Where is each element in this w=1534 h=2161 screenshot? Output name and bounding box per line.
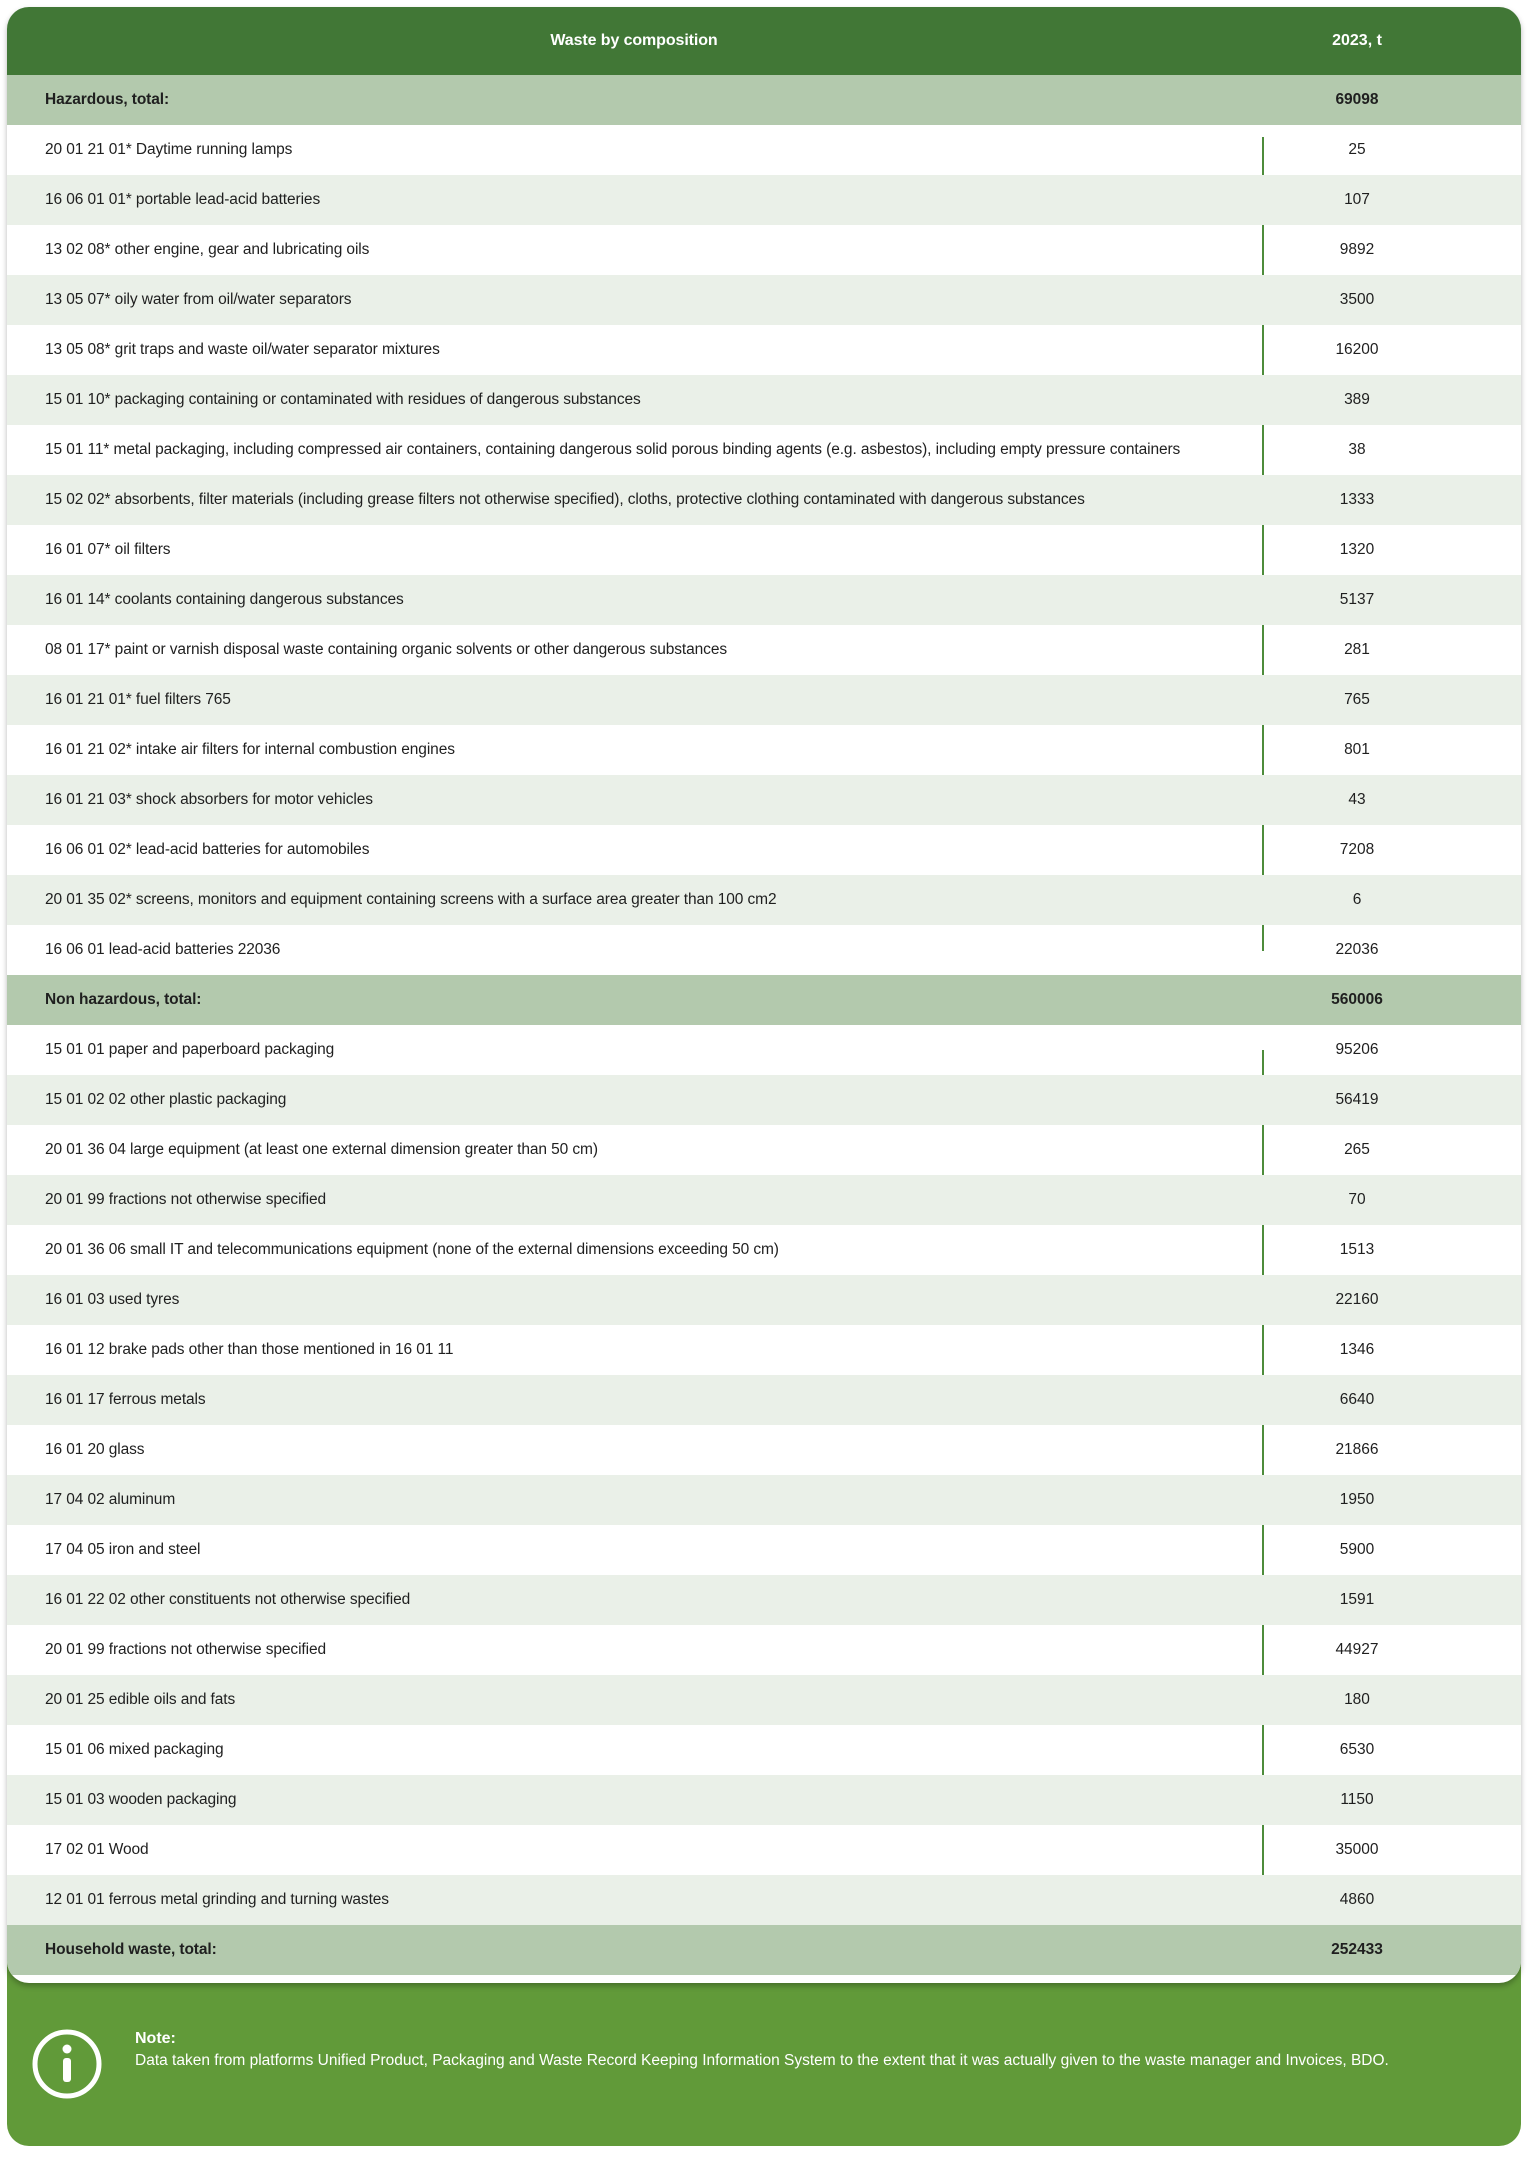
row-value: 765 [1344, 691, 1370, 708]
table-row [7, 575, 1521, 625]
row-value: 6530 [1339, 1741, 1375, 1758]
row-label: 16 01 03 used tyres [45, 1291, 180, 1308]
row-label: 16 01 20 glass [45, 1441, 145, 1458]
hazardous-items [7, 125, 1521, 975]
header-label: Waste by composition [550, 32, 718, 49]
row-value: 22036 [1335, 941, 1379, 958]
row-label: 12 01 01 ferrous metal grinding and turning wastes [45, 1891, 389, 1908]
row-label: 13 02 08* other engine, gear and lubricating oils [45, 241, 370, 258]
table-row [7, 1725, 1521, 1775]
row-label: 17 02 01 Wood [45, 1841, 149, 1858]
row-value: 107 [1344, 191, 1370, 208]
row-label: 20 01 99 fractions not otherwise specified [45, 1191, 326, 1208]
row-value: 1513 [1339, 1241, 1375, 1258]
non-hazardous-items [7, 1025, 1521, 1925]
table-row [7, 1325, 1521, 1375]
table-row [7, 475, 1521, 525]
row-value: 1346 [1339, 1341, 1375, 1358]
row-value: 5137 [1339, 591, 1375, 608]
row-value: 1150 [1340, 1791, 1374, 1808]
table-row [7, 275, 1521, 325]
table-row [7, 125, 1521, 175]
row-value: 1950 [1339, 1491, 1375, 1508]
row-label: 16 06 01 02* lead-acid batteries for automobiles [45, 841, 370, 858]
row-label: 16 01 22 02 other constituents not otherwise specified [45, 1591, 411, 1608]
table-row [7, 1875, 1521, 1925]
table-header [7, 7, 1521, 75]
row-value: 7208 [1339, 841, 1375, 858]
row-label: 15 01 01 paper and paperboard packaging [45, 1041, 335, 1058]
table-row [7, 1175, 1521, 1225]
row-value: 56419 [1335, 1091, 1379, 1108]
table-row [7, 425, 1521, 475]
header-value-label: 2023, t [1332, 32, 1382, 49]
row-label: 16 01 07* oil filters [45, 541, 171, 558]
table-row [7, 875, 1521, 925]
household-total-row [7, 1925, 1521, 1975]
table-row [7, 1525, 1521, 1575]
row-label: 20 01 25 edible oils and fats [45, 1691, 236, 1708]
row-value: 9892 [1339, 241, 1375, 258]
table-row [7, 325, 1521, 375]
table-row [7, 1125, 1521, 1175]
row-label: 16 06 01 lead-acid batteries 22036 [45, 941, 281, 958]
row-label: 16 01 14* coolants containing dangerous substances [45, 591, 404, 608]
row-label: 20 01 21 01* Daytime running lamps [45, 141, 293, 158]
row-label: 20 01 36 04 large equipment (at least one external dimension greater than 50 cm) [45, 1141, 598, 1158]
row-value: 1333 [1339, 491, 1375, 508]
table-row [7, 1225, 1521, 1275]
row-label: 20 01 35 02* screens, monitors and equipment containing screens with a surface area greater than 100 cm2 [45, 891, 777, 908]
table-row [7, 625, 1521, 675]
table-row [7, 1425, 1521, 1475]
non-hazardous-total-value: 560006 [1331, 991, 1383, 1008]
household-total-label: Household waste, total: [45, 1941, 217, 1958]
row-label: 15 01 11* metal packaging, including compressed air containers, containing dangerous solid porous binding agents (e.g. asbestos), including empty pressure containers [45, 441, 1181, 458]
non-hazardous-total-label: Non hazardous, total: [45, 991, 202, 1008]
waste-table [7, 7, 1521, 1983]
table-row [7, 725, 1521, 775]
row-value: 180 [1344, 1691, 1370, 1708]
table-row [7, 1025, 1521, 1075]
row-value: 35000 [1335, 1841, 1379, 1858]
table-row [7, 1675, 1521, 1725]
row-label: 20 01 36 06 small IT and telecommunications equipment (none of the external dimensions exceeding 50 cm) [45, 1241, 779, 1258]
row-value: 25 [1348, 141, 1366, 158]
row-value: 43 [1348, 791, 1366, 808]
row-value: 1320 [1339, 541, 1375, 558]
table-row [7, 1775, 1521, 1825]
hazardous-total-row [7, 75, 1521, 125]
table-row [7, 1625, 1521, 1675]
row-label: 16 01 21 01* fuel filters 765 [45, 691, 231, 708]
household-total-value: 252433 [1331, 1941, 1383, 1958]
row-value: 389 [1344, 391, 1370, 408]
hazardous-total-value: 69098 [1335, 91, 1379, 108]
row-label: 16 06 01 01* portable lead-acid batteries [45, 191, 321, 208]
table-row [7, 825, 1521, 875]
row-label: 16 01 12 brake pads other than those mentioned in 16 01 11 [45, 1341, 454, 1358]
table-row [7, 375, 1521, 425]
note-text: Data taken from platforms Unified Product, Packaging and Waste Record Keeping Information System to the extent that it was actually given to the waste manager and Invoices, BDO. [135, 2052, 1389, 2069]
row-value: 4860 [1339, 1891, 1375, 1908]
table-row [7, 1075, 1521, 1125]
row-label: 17 04 05 iron and steel [45, 1541, 201, 1558]
row-label: 17 04 02 aluminum [45, 1491, 176, 1508]
row-label: 08 01 17* paint or varnish disposal waste containing organic solvents or other dangerous substances [45, 641, 728, 658]
table-row [7, 1575, 1521, 1625]
row-label: 15 02 02* absorbents, filter materials (including grease filters not otherwise specified), cloths, protective clothing contaminated with dangerous substances [45, 491, 1085, 508]
table-row [7, 225, 1521, 275]
row-value: 281 [1344, 641, 1370, 658]
row-value: 801 [1344, 741, 1370, 758]
table-row [7, 525, 1521, 575]
row-label: 15 01 10* packaging containing or contaminated with residues of dangerous substances [45, 391, 641, 408]
row-label: 15 01 02 02 other plastic packaging [45, 1091, 287, 1108]
row-label: 16 01 21 02* intake air filters for internal combustion engines [45, 741, 455, 758]
row-value: 5900 [1339, 1541, 1375, 1558]
row-value: 95206 [1335, 1041, 1379, 1058]
row-value: 3500 [1339, 291, 1375, 308]
table-row [7, 775, 1521, 825]
row-label: 15 01 03 wooden packaging [45, 1791, 237, 1808]
row-value: 6 [1352, 891, 1362, 908]
row-value: 22160 [1335, 1291, 1379, 1308]
table-row [7, 1475, 1521, 1525]
table-row [7, 925, 1521, 975]
row-label: 13 05 08* grit traps and waste oil/water separator mixtures [45, 341, 440, 358]
row-value: 44927 [1335, 1641, 1379, 1658]
row-label: 16 01 17 ferrous metals [45, 1391, 206, 1408]
table-row [7, 1275, 1521, 1325]
row-label: 15 01 06 mixed packaging [45, 1741, 224, 1758]
row-value: 21866 [1335, 1441, 1379, 1458]
row-value: 6640 [1339, 1391, 1375, 1408]
note-title: Note: [135, 2030, 176, 2047]
row-label: 16 01 21 03* shock absorbers for motor vehicles [45, 791, 373, 808]
non-hazardous-total-row [7, 975, 1521, 1025]
table-row [7, 175, 1521, 225]
note-panel [7, 1958, 1521, 2146]
row-value: 38 [1348, 441, 1366, 458]
row-value: 70 [1348, 1191, 1366, 1208]
row-value: 1591 [1339, 1591, 1375, 1608]
table-row [7, 1375, 1521, 1425]
row-label: 13 05 07* oily water from oil/water separators [45, 291, 352, 308]
row-label: 20 01 99 fractions not otherwise specified [45, 1641, 326, 1658]
row-value: 265 [1344, 1141, 1370, 1158]
row-value: 16200 [1335, 341, 1379, 358]
table-row [7, 1825, 1521, 1875]
hazardous-total-label: Hazardous, total: [45, 91, 170, 108]
info-icon [31, 2028, 103, 2100]
table-row [7, 675, 1521, 725]
